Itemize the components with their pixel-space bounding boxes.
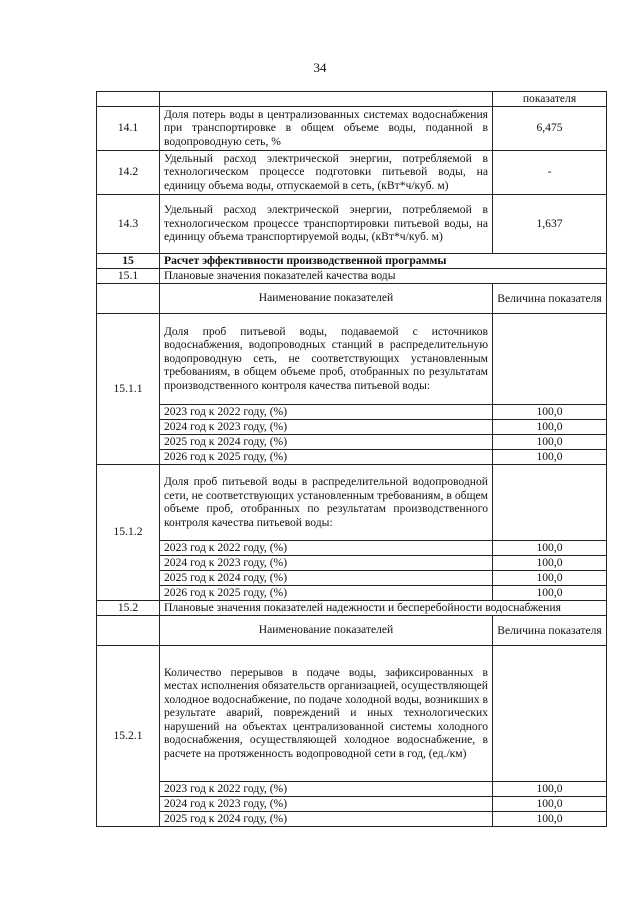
year-row bbox=[97, 434, 607, 449]
row-number: 15.2.1 bbox=[97, 645, 160, 826]
table-row bbox=[97, 150, 607, 194]
indicator-text: Удельный расход электрической энергии, потребляемой в технологическом процессе подготовки питьевой воды, на единицу объема воды, отпускаемой в сеть, (кВт*ч/куб. м) bbox=[160, 150, 493, 194]
row-number: 15.1.2 bbox=[97, 464, 160, 600]
year-label: 2025 год к 2024 году, (%) bbox=[160, 811, 493, 826]
empty-cell bbox=[493, 464, 607, 540]
value-column-header: Величина показателя bbox=[493, 615, 607, 645]
section-row bbox=[97, 253, 607, 268]
name-column-header: Наименование показателей bbox=[160, 283, 493, 313]
year-value: 100,0 bbox=[493, 811, 607, 826]
year-row bbox=[97, 449, 607, 464]
empty-cell bbox=[97, 92, 160, 107]
section-title: Плановые значения показателей качества воды bbox=[160, 268, 607, 283]
row-number: 14.2 bbox=[97, 150, 160, 194]
value-header-continuation: показателя bbox=[493, 92, 607, 107]
section-row bbox=[97, 600, 607, 615]
year-row bbox=[97, 555, 607, 570]
year-label: 2024 год к 2023 году, (%) bbox=[160, 796, 493, 811]
empty-cell bbox=[160, 92, 493, 107]
year-label: 2025 год к 2024 году, (%) bbox=[160, 434, 493, 449]
year-row bbox=[97, 570, 607, 585]
year-value: 100,0 bbox=[493, 585, 607, 600]
section-number: 15.2 bbox=[97, 600, 160, 615]
row-number: 14.3 bbox=[97, 194, 160, 253]
indicator-value: - bbox=[493, 150, 607, 194]
year-label: 2023 год к 2022 году, (%) bbox=[160, 781, 493, 796]
section-number: 15.1 bbox=[97, 268, 160, 283]
year-row bbox=[97, 404, 607, 419]
section-row bbox=[97, 268, 607, 283]
year-row bbox=[97, 811, 607, 826]
row-number: 15.1.1 bbox=[97, 313, 160, 464]
year-label: 2026 год к 2025 году, (%) bbox=[160, 585, 493, 600]
indicator-value: 1,637 bbox=[493, 194, 607, 253]
year-value: 100,0 bbox=[493, 404, 607, 419]
indicator-value: 6,475 bbox=[493, 106, 607, 150]
year-row bbox=[97, 781, 607, 796]
table-row bbox=[97, 106, 607, 150]
page-number: 34 bbox=[313, 60, 327, 75]
table-row bbox=[97, 313, 607, 404]
year-value: 100,0 bbox=[493, 796, 607, 811]
empty-cell bbox=[97, 283, 160, 313]
year-label: 2026 год к 2025 году, (%) bbox=[160, 449, 493, 464]
indicator-text: Доля потерь воды в централизованных системах водоснабжения при транспортировке в общем объеме воды, поданной в водопроводную сеть, % bbox=[160, 106, 493, 150]
value-column-header: Величина показателя bbox=[493, 283, 607, 313]
year-value: 100,0 bbox=[493, 419, 607, 434]
indicator-text: Доля проб питьевой воды в распределительной водопроводной сети, не соответствующих установленным требованиям, в общем объеме проб, отобранных по результатам производственного контроля качества питьевой воды: bbox=[160, 464, 493, 540]
year-row bbox=[97, 796, 607, 811]
empty-cell bbox=[493, 313, 607, 404]
column-header-row bbox=[97, 615, 607, 645]
empty-cell bbox=[493, 645, 607, 781]
year-row bbox=[97, 540, 607, 555]
year-label: 2023 год к 2022 году, (%) bbox=[160, 540, 493, 555]
year-value: 100,0 bbox=[493, 781, 607, 796]
section-title: Плановые значения показателей надежности и бесперебойности водоснабжения bbox=[160, 600, 607, 615]
row-number: 14.1 bbox=[97, 106, 160, 150]
year-value: 100,0 bbox=[493, 449, 607, 464]
year-label: 2024 год к 2023 году, (%) bbox=[160, 419, 493, 434]
section-number: 15 bbox=[97, 253, 160, 268]
section-title: Расчет эффективности производственной программы bbox=[160, 253, 607, 268]
year-value: 100,0 bbox=[493, 540, 607, 555]
name-column-header: Наименование показателей bbox=[160, 615, 493, 645]
table-row bbox=[97, 194, 607, 253]
year-row bbox=[97, 419, 607, 434]
year-value: 100,0 bbox=[493, 434, 607, 449]
table-row bbox=[97, 464, 607, 540]
indicator-text: Удельный расход электрической энергии, потребляемой в технологическом процессе транспортировки питьевой воды, на единицу объема транспортируемой воды, (кВт*ч/куб. м) bbox=[160, 194, 493, 253]
table-row bbox=[97, 645, 607, 781]
indicator-text: Доля проб питьевой воды, подаваемой с источников водоснабжения, водопроводных станций в распределительную водопроводную сеть, не соответствующих установленным требованиям, в общем объеме проб, отобранных по результатам производственного контроля качества питьевой воды: bbox=[160, 313, 493, 404]
indicators-table bbox=[96, 91, 607, 827]
column-header-row bbox=[97, 283, 607, 313]
empty-cell bbox=[97, 615, 160, 645]
year-label: 2024 год к 2023 году, (%) bbox=[160, 555, 493, 570]
indicator-text: Количество перерывов в подаче воды, зафиксированных в местах исполнения обязательств организацией, осуществляющей холодное водоснабжение, по подаче холодной воды, возникших в результате аварий, повреждений и иных технологических нарушений на объектах централизованной системы холодного водоснабжения, осуществляющей холодное водоснабжение, в расчете на протяженность водопроводной сети в год, (ед./км) bbox=[160, 645, 493, 781]
table-row bbox=[97, 92, 607, 107]
year-label: 2025 год к 2024 году, (%) bbox=[160, 570, 493, 585]
year-label: 2023 год к 2022 году, (%) bbox=[160, 404, 493, 419]
year-value: 100,0 bbox=[493, 570, 607, 585]
year-row bbox=[97, 585, 607, 600]
year-value: 100,0 bbox=[493, 555, 607, 570]
